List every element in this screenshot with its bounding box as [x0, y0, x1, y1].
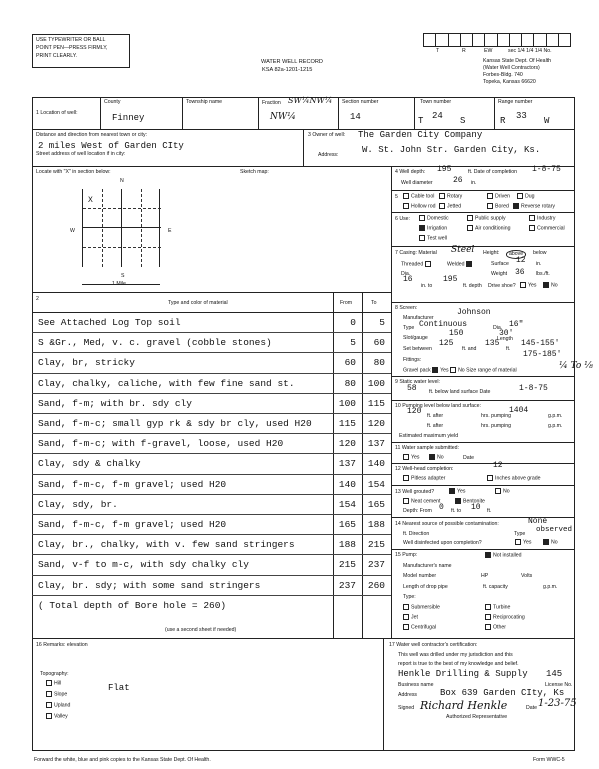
checkbox-icon	[487, 193, 493, 199]
map-scale: 1 Mile	[112, 281, 126, 287]
static-level-date: 1-8-75	[519, 384, 548, 393]
pump-model-label: Model number	[403, 573, 437, 579]
diameter-value: 26	[453, 176, 463, 185]
pumping-gpm-unit-2: g.p.m.	[548, 423, 563, 429]
street-address-label: Street address of well location if in city:	[36, 151, 126, 157]
pump-type-label: Type:	[403, 594, 416, 600]
log-row-description: Clay, chalky, caliche, with few fine sand st.	[38, 377, 295, 389]
log-row-divider	[32, 413, 391, 414]
log-row-from: 137	[338, 458, 356, 470]
contractor-text-1: This well was drilled under my jurisdiction and this	[398, 652, 513, 658]
grout-depth-to: 10	[471, 503, 481, 512]
log-row-description: Sand, f-m-c, f-m gravel; used H20	[38, 519, 227, 530]
checkbox-icon	[485, 604, 491, 610]
grid-label-t: T	[436, 48, 440, 54]
casing-threaded[interactable]: Threaded	[401, 261, 433, 268]
log-row-description: Sand, v-f to m-c, with sdy chalky cly	[38, 559, 249, 571]
town-value: 24	[432, 111, 443, 121]
fittings-label: Fittings:	[403, 357, 422, 363]
method-jetted[interactable]: Jetted	[439, 203, 461, 210]
checkbox-icon	[467, 225, 473, 231]
map-west: W	[70, 228, 75, 234]
grout-to-label: ft. to	[451, 508, 462, 514]
log-row-from: 115	[338, 418, 356, 429]
screen-label: 8 Screen:	[395, 305, 418, 311]
pump-other[interactable]: Other	[485, 624, 506, 631]
log-row-description: Clay, sdy, br.	[38, 498, 118, 510]
log-row-divider	[32, 514, 391, 515]
log-row-from: 237	[338, 579, 356, 591]
contractor-date-value: 1-23-75	[538, 698, 577, 709]
fraction-value: SW¼NW¼	[288, 96, 333, 105]
county-value: Finney	[112, 113, 145, 123]
grout-bentonite[interactable]: Bentonite	[455, 498, 485, 505]
log-row-divider	[32, 453, 391, 454]
log-row-description: Sand, f-m-c; small gyp rk & sdy br cly, used H20	[38, 418, 312, 429]
method-cable-tool[interactable]: Cable tool	[403, 193, 434, 200]
pump-label: 15 Pump:	[395, 552, 418, 558]
agency-line-1: Kansas State Dept. Of Health	[483, 58, 552, 64]
surface-unit: in.	[536, 261, 542, 267]
capacity-label: ft. capacity	[483, 584, 508, 590]
log-row-from: 120	[338, 438, 356, 450]
topography-value: Flat	[108, 683, 130, 693]
height-above-circled: above	[506, 250, 526, 259]
grout-neat-cement[interactable]: Neat cement	[403, 498, 440, 505]
disinfected-label: Well disinfected upon completion?	[403, 540, 482, 546]
grid-label-ew: EW	[484, 48, 493, 54]
method-rotary[interactable]: Rotary	[439, 193, 462, 200]
owner-value: The Garden City Company	[358, 130, 483, 140]
height-label: Height:	[483, 250, 500, 256]
instruction-line-1: USE TYPEWRITER OR BALL	[36, 37, 106, 43]
town-t: T	[418, 116, 424, 126]
log-row-divider	[32, 575, 391, 576]
method-driven[interactable]: Driven	[487, 193, 510, 200]
casing-depth-label: ft. depth	[463, 283, 482, 289]
use-test-well[interactable]: Test well	[419, 235, 447, 242]
township-label: Township name	[186, 99, 223, 105]
well-depth-value: 195	[437, 165, 452, 174]
checkbox-icon	[419, 215, 425, 221]
authorized-label: Authorized Representative	[446, 714, 508, 720]
grouted-label: 13 Well grouted?	[395, 489, 435, 495]
pumping-hrs-label-2: hrs. pumping	[481, 423, 511, 429]
checkbox-icon	[403, 193, 409, 199]
range-r: R	[500, 116, 506, 126]
checkbox-icon	[487, 203, 493, 209]
casing-to-label: in. to	[421, 283, 433, 289]
distance-label: Distance and direction from nearest town or city:	[36, 132, 148, 138]
estimated-yield-label: Estimated maximum yield	[399, 433, 459, 439]
checkbox-icon	[520, 282, 526, 288]
town-dir: S	[460, 116, 466, 126]
checkbox-icon	[515, 539, 521, 545]
checkbox-icon	[403, 475, 409, 481]
business-name-value: Henkle Drilling & Supply	[398, 669, 528, 679]
log-row-description: Clay, sdy & chalky	[38, 458, 141, 470]
gravel-size-value: ¼ To ⅛	[559, 361, 593, 371]
checked-checkbox-icon	[543, 539, 549, 545]
screen-type-value: Continuous	[419, 320, 468, 329]
signature: Richard Henkle	[420, 699, 508, 712]
topo-upland[interactable]: Upland	[46, 702, 70, 709]
log-col-from: From	[340, 300, 353, 306]
manufacturer-value: Johnson	[457, 308, 491, 317]
log-footnote: (use a second sheet if needed)	[165, 627, 237, 633]
log-col-number: 2	[36, 296, 39, 302]
sample-no[interactable]: No	[429, 454, 444, 461]
method-reverse-rotary[interactable]: Reverse rotary	[513, 203, 555, 210]
log-row-divider	[32, 534, 391, 535]
map-south: S	[121, 273, 125, 279]
range-dir: W	[544, 116, 550, 126]
pump-hp-label: HP	[481, 573, 489, 579]
checkbox-icon	[517, 193, 523, 199]
grout-ft-label: ft.	[487, 508, 492, 514]
pumping-level-label: 10 Pumping level below land surface:	[395, 403, 481, 409]
log-row-to: 115	[367, 397, 385, 409]
log-row-to: 154	[367, 478, 385, 490]
pitless-adapter[interactable]: Pitless adapter	[403, 475, 445, 482]
log-row-to: 237	[367, 559, 385, 571]
pumping-hrs-label: hrs. pumping	[481, 413, 511, 419]
set-to-value: 135	[485, 339, 500, 348]
pump-jet[interactable]: Jet	[403, 614, 418, 621]
pump-centrifugal[interactable]: Centrifugal	[403, 624, 436, 631]
use-public-supply[interactable]: Public supply	[467, 215, 506, 222]
checked-checkbox-icon	[485, 552, 491, 558]
drive-shoe-no[interactable]: No	[543, 282, 558, 289]
checkbox-icon	[439, 193, 445, 199]
sketch-map-label: Sketch map:	[240, 169, 269, 175]
log-row-divider	[32, 494, 391, 495]
topo-valley[interactable]: Valley	[46, 713, 68, 720]
static-level-sub: ft. below land surface Date	[429, 389, 491, 395]
location-code-grid	[423, 33, 571, 47]
log-row-description: See Attached Log Top soil	[38, 317, 181, 328]
grid-label-r: R	[462, 48, 466, 54]
use-commercial[interactable]: Commercial	[529, 225, 565, 232]
log-row-divider	[32, 474, 391, 475]
license-value: 145	[546, 669, 563, 679]
sample-yes[interactable]: Yes	[403, 454, 419, 461]
use-label: 6 Use:	[395, 216, 410, 222]
location-label: 1 Location of well:	[36, 110, 78, 116]
owner-label: 3 Owner of well:	[308, 132, 346, 138]
set-between-label: Set between	[403, 346, 432, 352]
agency-line-3: Forbes-Bldg. 740	[483, 72, 523, 78]
checkbox-icon	[403, 624, 409, 630]
contractor-text-2: report is true to the best of my knowledge and belief.	[398, 661, 519, 667]
log-row-description: Sand, f-m-c; with f-gravel, loose, used H20	[38, 438, 284, 450]
log-row-to: 80	[373, 357, 385, 369]
map-x-marker: X	[88, 196, 93, 205]
fraction-value-2: NW¼	[270, 112, 296, 122]
log-row-to: 100	[367, 377, 385, 389]
pump-reciprocating[interactable]: Reciprocating	[485, 614, 525, 621]
pumping-gpm-value: 1404	[509, 406, 529, 415]
log-row-from: 140	[338, 478, 356, 490]
pump-volts-label: Volts	[521, 573, 533, 579]
static-level-value: 58	[407, 384, 417, 393]
log-row-to: 260	[367, 579, 385, 591]
weight-value: 36	[515, 268, 525, 277]
surface-value: 12	[516, 256, 526, 265]
log-row-from: 80	[344, 377, 356, 389]
pumping-level-value: 120	[407, 407, 422, 416]
form-title: WATER WELL RECORD	[261, 59, 323, 65]
log-row-to: 137	[367, 438, 385, 450]
section-label: Section number	[342, 99, 379, 105]
checkbox-icon	[425, 261, 431, 267]
log-row-divider	[32, 352, 391, 353]
pump-manufacturer-label: Manufacturer's name	[403, 563, 452, 569]
log-row-to: 120	[367, 418, 385, 429]
contamination-observed: observed	[536, 526, 573, 534]
range-label: Range number	[498, 99, 533, 105]
pump-turbine[interactable]: Turbine	[485, 604, 510, 611]
completion-value: 1-8-75	[532, 165, 561, 174]
method-bored[interactable]: Bored	[487, 203, 509, 210]
sample-date-label: Date	[463, 455, 474, 461]
method-hollow-rod[interactable]: Hollow rod	[403, 203, 436, 210]
log-row-divider	[32, 373, 391, 374]
grouted-no[interactable]: No	[495, 488, 510, 495]
log-row-description: Clay, br, stricky	[38, 357, 135, 369]
use-domestic[interactable]: Domestic	[419, 215, 449, 222]
length-value: 30'	[499, 329, 514, 338]
checkbox-icon	[419, 235, 425, 241]
static-level-label: 9 Static water level:	[395, 379, 440, 385]
pumping-gpm-unit: g.p.m.	[548, 413, 563, 419]
footer-instructions: Forward the white, blue and pink copies to the Kansas State Dept. Of Health.	[34, 757, 211, 763]
distance-value: 2 miles West of Garden CIty	[38, 141, 184, 151]
sample-label: 11 Water sample submitted:	[395, 445, 460, 451]
fittings-value: 175-185'	[523, 350, 562, 359]
form-statute: KSA 82a-1201-1215	[262, 67, 313, 73]
log-row-divider	[32, 433, 391, 434]
inches-above-grade[interactable]: Inches above grade	[487, 475, 541, 482]
grout-depth-label: Depth: From	[403, 508, 432, 514]
log-row-from: 0	[350, 317, 356, 328]
wellhead-label: 12 Well-head completion:	[395, 466, 454, 472]
pump-submersible[interactable]: Submersible	[403, 604, 440, 611]
checked-checkbox-icon	[466, 261, 472, 267]
log-row-from: 154	[338, 498, 356, 510]
log-row-from: 165	[338, 519, 356, 530]
screen-dia-value: 16"	[509, 320, 524, 329]
footer-form-number: Form WWC-5	[533, 757, 565, 763]
log-row-description: Clay, br., chalky, with v. few sand stringers	[38, 539, 295, 551]
casing-dia-value: 16	[403, 275, 413, 284]
drive-shoe-yes[interactable]: Yes	[520, 282, 536, 289]
county-label: County	[104, 99, 121, 105]
checkbox-icon	[46, 713, 52, 719]
topo-slope[interactable]: Slope	[46, 691, 67, 698]
log-row-description: S &Gr., Med, v. c. gravel (cobble stones)	[38, 337, 272, 349]
slot-label: Slot/gauge	[403, 335, 428, 341]
remarks-label: 16 Remarks: elevation	[36, 642, 88, 648]
casing-to-value: 195	[443, 275, 458, 284]
contamination-dir-label: ft. Direction	[403, 531, 430, 537]
log-row-to: 140	[367, 458, 385, 470]
log-row-from: 215	[338, 559, 356, 571]
completion-label: ft. Date of completion	[468, 169, 518, 175]
log-row-to: 188	[367, 519, 385, 530]
checkbox-icon	[46, 680, 52, 686]
log-row-to: 60	[373, 337, 385, 349]
checkbox-icon	[403, 498, 409, 504]
checkbox-icon	[485, 614, 491, 620]
log-row-divider	[32, 393, 391, 394]
agency-line-4: Topeka, Kansas 66620	[483, 79, 536, 85]
log-row-from: 5	[350, 337, 356, 349]
checkbox-icon	[403, 203, 409, 209]
weight-label: Weight	[491, 271, 508, 277]
pumping-after-label: ft. after	[427, 413, 444, 419]
map-east: E	[168, 228, 172, 234]
use-irrigation[interactable]: Irrigation	[419, 225, 447, 232]
set-between-note: 145-155'	[521, 339, 560, 348]
grouted-yes[interactable]: Yes	[449, 488, 465, 495]
log-row-to: 5	[379, 317, 385, 328]
surface-label: Surface	[491, 261, 509, 267]
diameter-label: Well diameter	[401, 180, 433, 186]
checkbox-icon	[403, 604, 409, 610]
use-industry[interactable]: Industry	[529, 215, 555, 222]
slot-value: 150	[449, 329, 464, 338]
contamination-value: None	[528, 517, 548, 526]
set-and-label: ft. and	[462, 346, 477, 352]
set-ft-label: ft.	[506, 346, 511, 352]
license-label: License No.	[545, 682, 573, 688]
capacity-unit: g.p.m.	[543, 584, 558, 590]
checked-checkbox-icon	[432, 367, 438, 373]
checkbox-icon	[403, 614, 409, 620]
log-row-from: 100	[338, 397, 356, 409]
checked-checkbox-icon	[419, 225, 425, 231]
checked-checkbox-icon	[543, 282, 549, 288]
agency-line-2: (Water Well Contractors)	[483, 65, 540, 71]
map-locate-label: Locate with "X" in section below:	[36, 169, 111, 175]
pumping-after-label-2: ft. after	[427, 423, 444, 429]
set-from-value: 125	[439, 339, 454, 348]
checkbox-icon	[467, 215, 473, 221]
grout-depth-from: 0	[439, 503, 444, 512]
checkbox-icon	[439, 203, 445, 209]
casing-material: Steel	[451, 245, 475, 255]
checkbox-icon	[495, 488, 501, 494]
drop-pipe-label: Length of drop pipe	[403, 584, 448, 590]
signed-label: Signed	[398, 705, 415, 711]
disinfected-yes[interactable]: Yes	[515, 539, 531, 546]
instruction-line-2: POINT PEN—PRESS FIRMLY,	[36, 45, 108, 51]
log-row-from: 188	[338, 539, 356, 551]
checkbox-icon	[46, 691, 52, 697]
pump-not-installed[interactable]: Not installed	[485, 552, 522, 559]
log-col-material: Type and color of material	[168, 300, 228, 306]
log-row-description: ( Total depth of Bore hole = 260)	[38, 599, 227, 611]
town-label: Town number	[420, 99, 452, 105]
log-row-description: Sand, f-m; with br. sdy cly	[38, 397, 192, 409]
manufacturer-label: Manufacturer	[403, 315, 434, 321]
screen-dia-label: Dia.	[493, 325, 503, 331]
checkbox-icon	[450, 367, 456, 373]
height-below: below	[533, 250, 547, 256]
length-label: Length	[497, 336, 513, 342]
gravel-pack[interactable]: Gravel pack Yes No Size range of material	[403, 367, 517, 374]
contractor-date-label: Date	[526, 705, 537, 711]
checkbox-icon	[487, 475, 493, 481]
use-air-conditioning[interactable]: Air conditioning	[467, 225, 510, 232]
owner-address-value: W. St. John Str. Garden City, Ks.	[362, 145, 541, 155]
log-row-divider	[32, 554, 391, 555]
grid-label-sec: sec 1/4 1/4 1/4 No.	[508, 48, 552, 54]
range-value: 33	[516, 111, 527, 121]
topography-label: Topography:	[40, 671, 69, 677]
disinfected-no[interactable]: No	[543, 539, 558, 546]
owner-address-label: Address:	[318, 152, 339, 158]
diameter-unit: in.	[471, 180, 477, 186]
checkbox-icon	[529, 215, 535, 221]
section-value: 14	[350, 112, 361, 122]
log-row-from: 60	[344, 357, 356, 369]
log-row-divider	[32, 332, 391, 333]
log-row-to: 165	[367, 498, 385, 510]
weight-unit: lbs./ft.	[536, 271, 550, 277]
topo-hill[interactable]: Hill	[46, 680, 61, 687]
casing-dia-label: Dia.	[401, 271, 411, 277]
checkbox-icon	[403, 454, 409, 460]
checked-checkbox-icon	[513, 203, 519, 209]
checkbox-icon	[46, 702, 52, 708]
well-details	[391, 165, 593, 638]
checked-checkbox-icon	[429, 454, 435, 460]
contractor-label: 17 Water well contractor's certification:	[389, 642, 478, 648]
method-number: 5	[395, 194, 398, 200]
section-map-grid	[82, 189, 160, 267]
checked-checkbox-icon	[449, 488, 455, 494]
checked-checkbox-icon	[455, 498, 461, 504]
checkbox-icon	[485, 624, 491, 630]
checkbox-icon	[529, 225, 535, 231]
log-row-description: Sand, f-m-c, f-m gravel; used H20	[38, 478, 227, 490]
screen-type-label: Type	[403, 325, 415, 331]
drive-shoe-label: Drive shoe?	[488, 283, 516, 289]
contractor-address-value: Box 639 Garden CIty, Ks	[440, 688, 565, 698]
wellhead-value: 12	[493, 461, 503, 470]
log-row-description: Clay, br. sdy; with some sand stringers	[38, 579, 261, 591]
business-name-label: Business name	[398, 682, 434, 688]
contamination-type-label: Type	[514, 531, 526, 537]
well-depth-label: 4 Well depth:	[395, 169, 426, 175]
map-north: N	[120, 178, 124, 184]
contractor-address-label: Address	[398, 692, 418, 698]
contamination-label: 14 Nearest source of possible contamination:	[395, 521, 499, 527]
casing-welded[interactable]: Welded	[447, 261, 474, 268]
fraction-label: Fraction	[262, 100, 281, 106]
instruction-line-3: PRINT CLEARLY.	[36, 53, 77, 59]
log-row-divider	[32, 595, 391, 596]
casing-label: 7 Casing: Material	[395, 250, 437, 256]
log-row-to: 215	[367, 539, 385, 551]
log-col-to: To	[371, 300, 377, 306]
method-dug[interactable]: Dug	[517, 193, 535, 200]
